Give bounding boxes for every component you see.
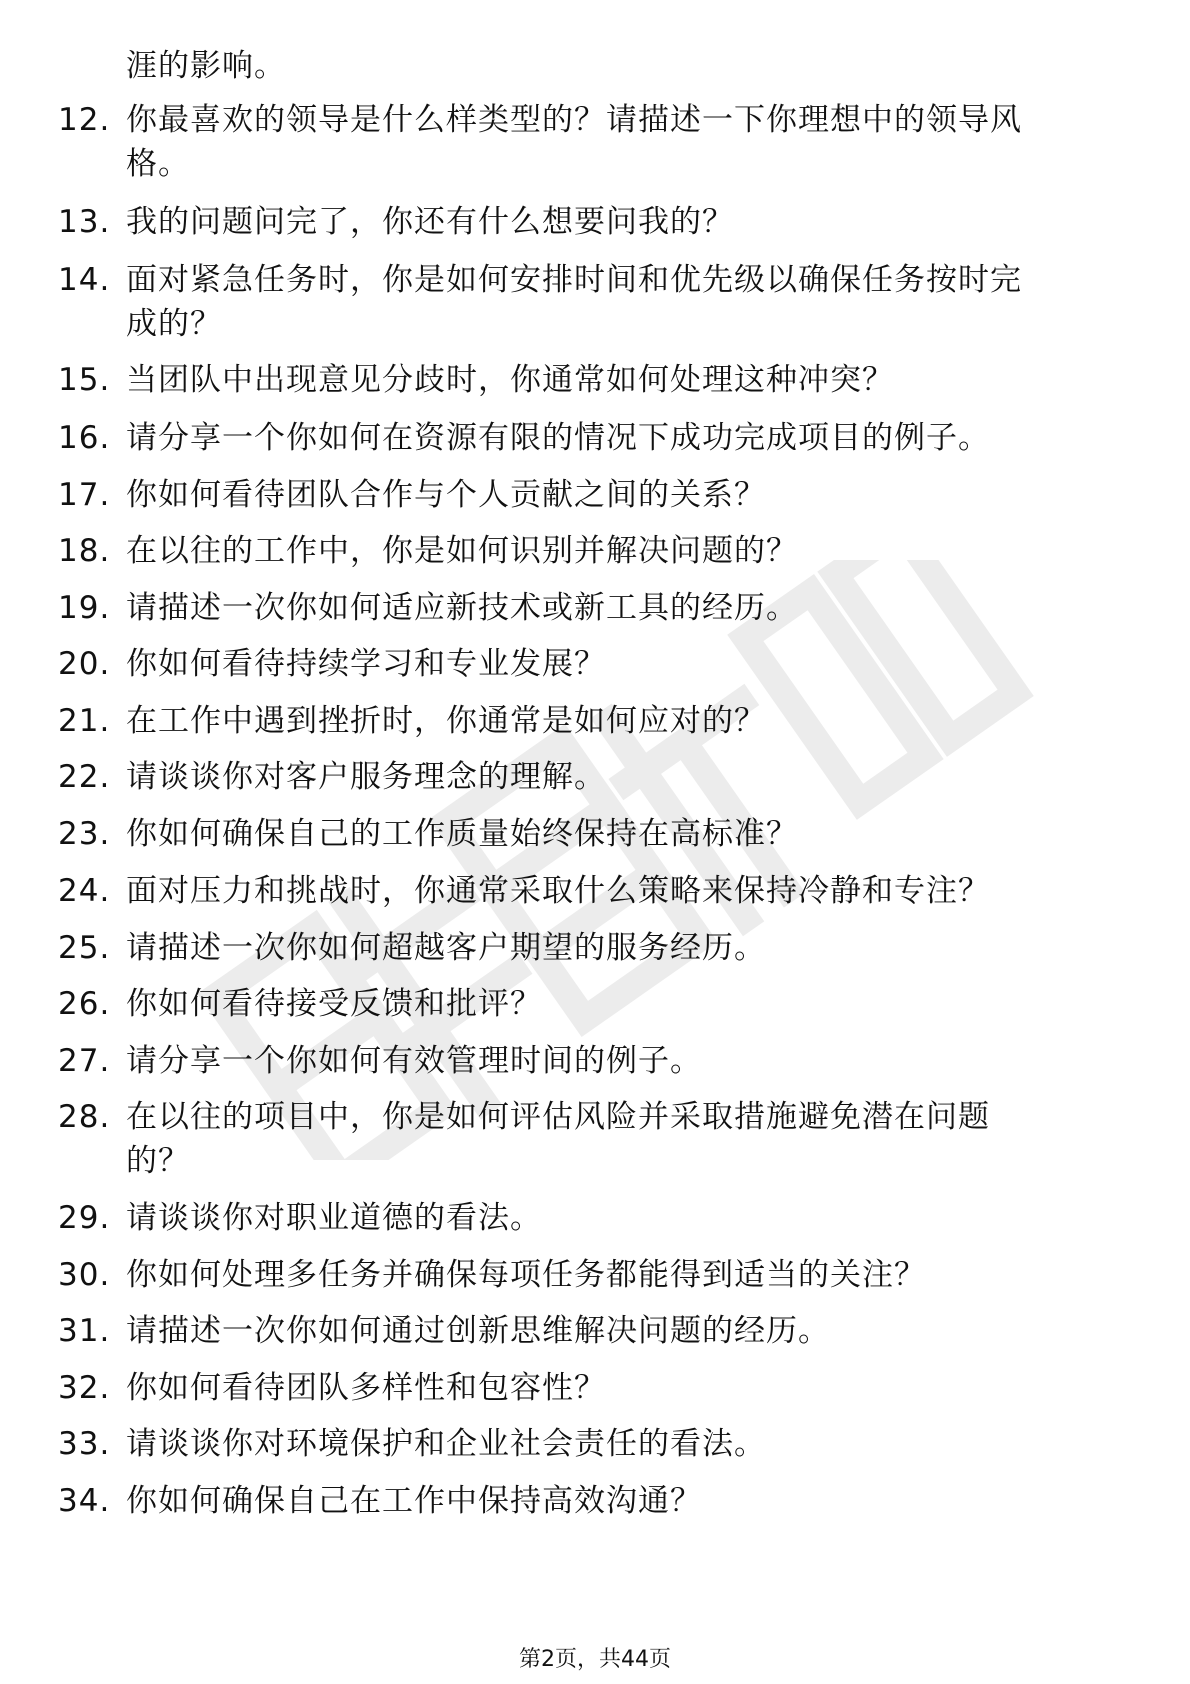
item-number: 14.	[58, 262, 111, 298]
item-number: 31.	[58, 1313, 111, 1349]
item-number: 21.	[58, 703, 111, 739]
question-text: 请描述一次你如何适应新技术或新工具的经历。	[126, 590, 798, 626]
item-number: 15.	[58, 362, 111, 398]
item-number: 33.	[58, 1426, 111, 1462]
item-number: 30.	[58, 1257, 111, 1293]
question-text: 你最喜欢的领导是什么样类型的？请描述一下你理想中的领导风	[126, 102, 1022, 138]
question-text: 面对压力和挑战时，你通常采取什么策略来保持冷静和专注？	[126, 873, 990, 909]
question-text: 格。	[126, 146, 190, 182]
question-text: 在以往的工作中，你是如何识别并解决问题的？	[126, 533, 798, 569]
question-text: 你如何看待接受反馈和批评？	[126, 986, 542, 1022]
item-number: 17.	[58, 477, 111, 513]
item-number: 28.	[58, 1099, 111, 1135]
item-number: 26.	[58, 986, 111, 1022]
item-number: 27.	[58, 1043, 111, 1079]
question-text: 当团队中出现意见分歧时，你通常如何处理这种冲突？	[126, 362, 894, 398]
question-text: 请谈谈你对客户服务理念的理解。	[126, 759, 606, 795]
question-text: 成的？	[126, 306, 222, 342]
question-text: 面对紧急任务时，你是如何安排时间和优先级以确保任务按时完	[126, 262, 1022, 298]
question-text: 你如何看待持续学习和专业发展？	[126, 646, 606, 682]
question-text: 在以往的项目中，你是如何评估风险并采取措施避免潜在问题	[126, 1099, 990, 1135]
item-number: 22.	[58, 759, 111, 795]
question-text: 的？	[126, 1143, 190, 1179]
item-number: 25.	[58, 930, 111, 966]
item-number: 16.	[58, 420, 111, 456]
item-number: 13.	[58, 204, 111, 240]
question-text: 你如何看待团队多样性和包容性？	[126, 1370, 606, 1406]
item-number: 34.	[58, 1483, 111, 1519]
question-text: 请描述一次你如何通过创新思维解决问题的经历。	[126, 1313, 830, 1349]
continuation-text: 涯的影响。	[126, 48, 286, 84]
page-footer: 第2页，共44页	[519, 1647, 671, 1672]
question-text: 你如何确保自己的工作质量始终保持在高标准？	[126, 816, 798, 852]
question-text: 我的问题问完了，你还有什么想要问我的？	[126, 204, 734, 240]
item-number: 32.	[58, 1370, 111, 1406]
item-number: 19.	[58, 590, 111, 626]
question-text: 在工作中遇到挫折时，你通常是如何应对的？	[126, 703, 766, 739]
question-text: 请谈谈你对环境保护和企业社会责任的看法。	[126, 1426, 766, 1462]
item-number: 20.	[58, 646, 111, 682]
item-number: 29.	[58, 1200, 111, 1236]
item-number: 12.	[58, 102, 111, 138]
question-text: 你如何确保自己在工作中保持高效沟通？	[126, 1483, 702, 1519]
item-number: 18.	[58, 533, 111, 569]
question-text: 请谈谈你对职业道德的看法。	[126, 1200, 542, 1236]
item-number: 24.	[58, 873, 111, 909]
question-text: 请分享一个你如何有效管理时间的例子。	[126, 1043, 702, 1079]
item-number: 23.	[58, 816, 111, 852]
question-text: 请描述一次你如何超越客户期望的服务经历。	[126, 930, 766, 966]
question-text: 你如何处理多任务并确保每项任务都能得到适当的关注？	[126, 1257, 926, 1293]
question-text: 你如何看待团队合作与个人贡献之间的关系？	[126, 477, 766, 513]
question-text: 请分享一个你如何在资源有限的情况下成功完成项目的例子。	[126, 420, 990, 456]
